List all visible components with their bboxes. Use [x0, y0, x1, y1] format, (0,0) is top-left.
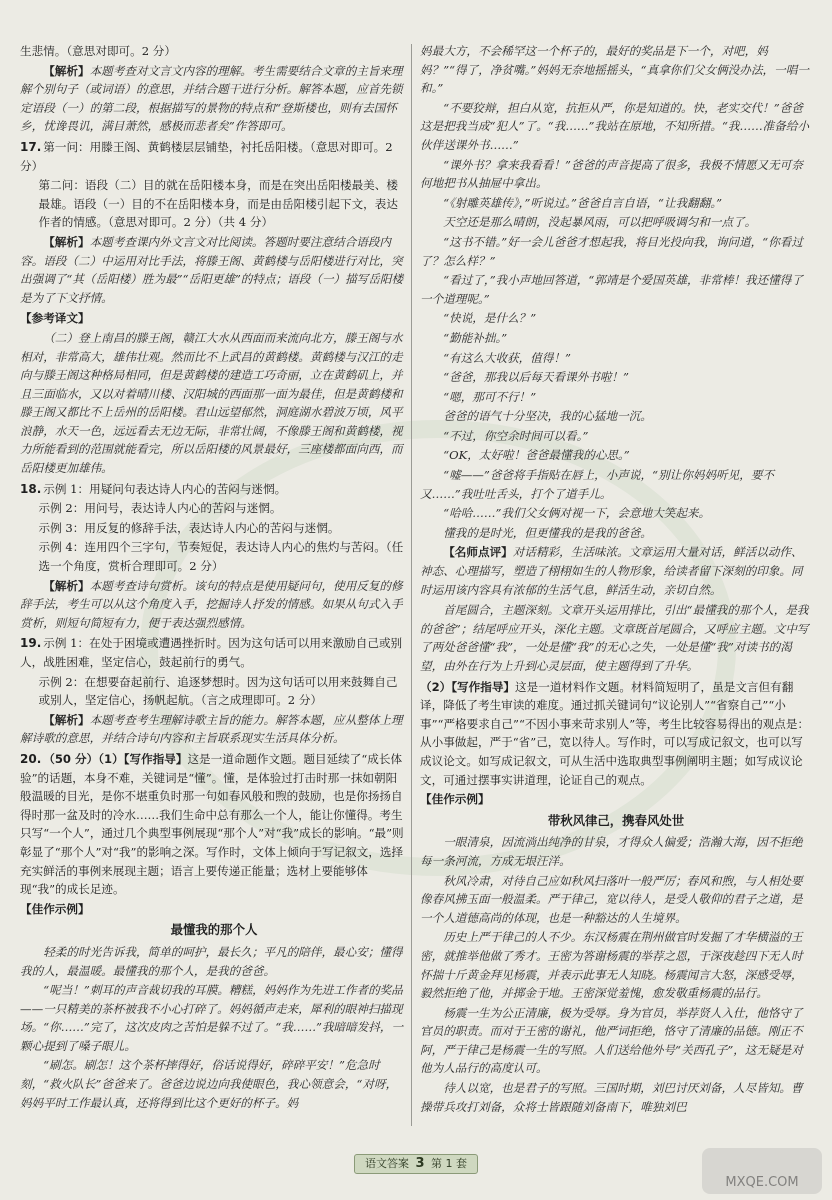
- writing-guide-text: 这是一道材料作文题。材料简短明了，虽是文言但有翻译，降低了考生审读的难度。通过抓关键词句“议论别人”“省察自己”“小事”“严格要求自己”“不因小事来苛求别人”等，考生比较容易得出的观点是：从小事做起，严于“省”己，宽以待人。写作时，可以写成记叙文，也可以写成议论文。如写成记叙文，可从生活中选取典型事例阐明主题；如写成议论文，可通过摆事实讲道理，论证自己的观点。: [420, 679, 810, 787]
- essay-paragraph: “看过了，”我小声地回答道，“郭靖是个爱国英雄，非常棒！我还懂得了一个道理呢。”: [420, 273, 803, 306]
- writing-guide-tag: 【写作指导】: [451, 679, 516, 694]
- analysis-text: 本题考查对文言文内容的理解。考生需要结合文章的主旨来理解个别句子（或词语）的意思，并结合题干进行分析。解答本题，应首先锁定语段（一）的第二段，根据描写的景物的特点和“登斯楼也，则有去国怀乡，忧谗畏讥，满目萧然，感极而悲者矣”作答即可。: [20, 63, 403, 134]
- essay-paragraph: 爸爸的语气十分坚决，我的心猛地一沉。: [443, 409, 652, 424]
- essay-paragraph: “嗯，那可不行！”: [443, 389, 537, 404]
- analysis-17: [20, 233, 408, 307]
- answer-20-guide: [20, 750, 408, 899]
- writing-guide-tag: 【写作指导】: [123, 751, 188, 766]
- essay-paragraph: “《射雕英雄传》，”听说过。”爸爸自言自语，“让我翻翻。”: [443, 195, 723, 210]
- essay-title: 带秋风律己，携春风处世: [547, 812, 685, 828]
- answer-end-16: 生悲情。（意思对即可。2 分）: [20, 44, 176, 58]
- essay-paragraph: 天空还是那么晴朗，没起暴风雨，可以把呼吸调匀和一点了。: [443, 215, 757, 230]
- essay-paragraph: “爸爸，那我以后每天看课外书啦！”: [443, 370, 629, 385]
- answer-18-example3: 示例 3：用反复的修辞手法，表达诗人内心的苦闷与迷惘。: [38, 520, 340, 535]
- example-tag: 【佳作示例】: [420, 792, 490, 807]
- answer-19-example1: [20, 634, 408, 671]
- right-column: [420, 42, 812, 1136]
- essay-paragraph: 秋风冷肃，对待自己应如秋风扫落叶一般严厉；春风和煦，与人相处要像春风拂玉面一般温柔。严于律己，宽以待人，是受人敬仰的君子之道，是一个人道德高尚的体现，也是一种豁达的人生境界。: [420, 873, 803, 925]
- left-column: [20, 42, 408, 1136]
- question-number-20: 20.: [20, 751, 42, 766]
- essay-paragraph: 历史上严于律己的人不少。东汉杨震在荆州做官时发掘了才华横溢的王密，就推举他做了秀才。王密为答谢杨震的举荐之恩，于深夜趁四下无人时怀揣十斤黄金拜见杨震，并表示此事无人知晓。杨震闻言大怒，深感受辱，毅然拒绝了他，并掷金于地。王密深觉羞愧，愈发敬重杨震的品行。: [420, 930, 803, 1001]
- answer-17-part2: 第二问：语段（二）目的就在岳阳楼本身，而是在突出岳阳楼最美、楼最雄。语段（一）目的不在岳阳楼本身，而是由岳阳楼引起下文，表达作者的情感。（意思对即可。2 分）（共 4 分）: [38, 178, 398, 230]
- question-number-18: 18.: [20, 481, 42, 496]
- analysis-tag: 【解析】: [43, 578, 90, 593]
- essay-paragraph: “有这么大收获，值得！”: [443, 350, 571, 365]
- essay-paragraph: 一眼清泉，因流淌出纯净的甘泉，才得众人偏爱；浩瀚大海，因不拒绝每一条河流，方成无垠汪洋。: [420, 835, 803, 868]
- essay-paragraph: “不过，你空余时间可以看。”: [443, 428, 589, 443]
- essay-paragraph: “哈哈……”我们父女俩对视一下，会意地大笑起来。: [443, 506, 711, 521]
- example-essay-heading: [420, 790, 812, 809]
- essay-title: 最懂我的那个人: [170, 922, 258, 938]
- reference-translation-heading: [20, 309, 408, 328]
- corner-watermark-logo: [702, 1148, 822, 1194]
- reference-translation: （二）登上南昌的滕王阁，赣江大水从西面而来流向北方，滕王阁与水相对，非常高大，雄伟壮观。然而比不上武昌的黄鹤楼。黄鹤楼与汉江的走向与滕王阁这种格局相同，但是黄鹤楼的建造工巧奇丽，立在黄鹤矶上，并且三面临水，又以对着晴川楼、汉阳城的西面那一面为最佳，但是黄鹤楼和滕王阁又都比不上岳州的岳阳楼。君山远望郁然，洞庭湖水碧波万顷，风平浪静，水天一色，远远看去无边无际，非常壮阔，不像滕王阁和黄鹤楼，视力所能看到的范围就能看完，所以岳阳楼的风景最好，三座楼都面向西，而岳阳楼更加雄伟。: [20, 330, 403, 476]
- essay-paragraph: “嘘——”爸爸将手指贴在唇上，小声说，“别让你妈妈听见，要不又……”我吐吐舌头，打个了道手儿。: [420, 468, 775, 501]
- example-essay-heading: [20, 900, 408, 919]
- analysis-tag: 【解析】: [43, 712, 90, 727]
- essay-paragraph: 杨震一生为公正清廉，极为受辱。身为官员，举荐贤人入仕，他恪守了官员的职责。而对于王密的谢礼，他严词拒绝，恪守了清廉的品德。刚正不阿，严于律己是杨震一生的写照。人们送给他外号“关西孔子”，这无疑是对他为人品行的高度认可。: [420, 1005, 803, 1076]
- answer-19-example2: 示例 2：在想要奋起前行、追逐梦想时。因为这句话可以用来鼓舞自己或别人，坚定信心，扬帆起航。（言之成理即可。2 分）: [38, 674, 398, 708]
- example-tag: 【佳作示例】: [20, 901, 90, 916]
- analysis-19: [20, 711, 408, 748]
- corner-logo-text: MXQE.COM: [725, 1175, 799, 1190]
- teacher-comment-paragraph: 首尾圆合，主题深刻。文章开头运用排比，引出“最懂我的那个人，是我的爸爸”；结尾呼应开头，深化主题。文章既首尾圆合，又呼应主题。文中写了两处爸爸懂“我”，一处是懂“我”的无心之失，一处是懂“我”对读书的渴望，由外在行为上升到心灵层面，使主题得到了升华。: [420, 603, 809, 673]
- essay-paragraph: “快说，是什么？”: [443, 311, 537, 326]
- essay-paragraph: “课外书？拿来我看看！”爸爸的声音提高了很多，我极不情愿又无可奈何地把书从抽屉中拿出。: [420, 157, 803, 191]
- essay-paragraph: “勤能补拙。”: [443, 330, 508, 345]
- score-label: （2）: [420, 679, 452, 694]
- essay-paragraph: “呢当！”刺耳的声音裁切我的耳膜。糟糕，妈妈作为先进工作者的奖品——一只精美的茶杯被我不小心打碎了。妈妈循声走来，犀利的眼神扫描现场。“你……”完了，这次皮肉之苦怕是躲不过了。“我……”我暗暗发抖，一颗心提到了嗓子眼儿。: [20, 983, 404, 1053]
- teacher-comment-text: 对话精彩，生活味浓。文章运用大量对话，鲜活以动作、神态、心理描写，塑造了栩栩如生的人物形象，给读者留下深刻的印象。同时运用该内容具有浓郁的生活气息，鲜活生动，亲切自然。: [420, 545, 803, 597]
- analysis-tag: 【解析】: [43, 234, 90, 249]
- answer-17-part1: [20, 138, 408, 175]
- essay-paragraph: 轻柔的时光告诉我，简单的呵护，最长久；平凡的陪伴，最心安；懂得我的人，最温暖。最懂我的那个人，是我的爸爸。: [20, 944, 403, 978]
- essay-paragraph: “OK，太好啦！爸爸最懂我的心思。”: [443, 448, 630, 463]
- writing-guide-text: 这是一道命题作文题。题目延续了“成长体验”的话题，本身不难，关键词是“懂”。懂，是体验过打击时那一抹如朝阳般温暖的目光，是你不堪重负时那一句如春风般和煦的鼓励，也是你扬扬自得时那一盆及时的冷水……我们生命中总有那么一个人，能让你懂得。考生只写“一个人”，通过几个典型事例展现“那个人”对“我”成长的影响。“最”则彰显了“那个人”对“我”的影响之深。写作时，文体上倾向于写记叙文，选择充实鲜活的事例来展现主题；语言上要传递正能量；选材上要能够体现“我”的成长足迹。: [20, 751, 404, 897]
- analysis-text: 本题考查课内外文言文对比阅读。答题时要注意结合语段内容。语段（二）中运用对比手法，将滕王阁、黄鹤楼与岳阳楼进行对比，突出强调了“其（岳阳楼）胜为最”“岳阳更雄”的特点；语段（一）描写岳阳楼是为了下文抒情。: [20, 234, 404, 305]
- essay-paragraph: “刷怎。刷怎！这个茶杯摔得好，俗话说得好，碎碎平安！”危急时刻，“救火队长”爸爸来了。爸爸边说边向我使眼色，我心领意会，“对呀，妈妈平时工作最认真，还将得到比这个更好的杯子。妈: [20, 1058, 398, 1110]
- analysis-tag: 【解析】: [43, 63, 90, 78]
- answer-text: 第一问：用滕王阁、黄鹤楼层层铺垫，衬托岳阳楼。（意思对即可。2 分）: [20, 139, 393, 173]
- answer-18-example1: [20, 480, 408, 499]
- footer-subject-label: 语文答案: [364, 1157, 409, 1170]
- question-number-19: 19.: [20, 636, 42, 651]
- answer-text: 示例 1：在处于困境或遭遇挫折时。因为这句话可以用来激励自己或别人，战胜困难，坚定信心，鼓起前行的勇气。: [20, 636, 403, 669]
- page-number: 3: [415, 1156, 425, 1171]
- analysis-16: [20, 62, 408, 136]
- analysis-text: 本题考查考生理解诗歌主旨的能力。解答本题，应从整体上理解诗歌的意思，并结合诗句内容和主旨联系现实生活具体分析。: [20, 712, 403, 746]
- analysis-text: 本题考查诗句赏析。该句的特点是使用疑问句，使用反复的修辞手法，考生可以从这个角度入手，挖掘诗人抒发的情感。如果从句式入手赏析，则短句简短有力，便于表达强烈感情。: [20, 578, 403, 630]
- analysis-18: [20, 577, 408, 633]
- teacher-comment: [420, 543, 812, 599]
- score-label: （50 分）（1）: [43, 751, 124, 766]
- reference-tag: 【参考译文】: [20, 311, 90, 326]
- teacher-comment-tag: 【名师点评】: [443, 545, 513, 560]
- page-number-badge: [354, 1154, 478, 1174]
- essay-paragraph: 待人以宽，也是君子的写照。三国时期，刘巴讨厌刘备，人尽皆知。曹操带兵攻打刘备，众将士皆跟随刘备南下，唯独刘巴: [420, 1081, 803, 1114]
- essay-paragraph: 懂我的是时光，但更懂我的是我的爸爸。: [443, 525, 652, 540]
- essay-paragraph: “这书不错。”好一会儿爸爸才想起我，将目光投向我，询问道，“你看过了？怎么样？”: [420, 234, 803, 268]
- answer-18-example4: 示例 4：连用四个三字句，节奏短促，表达诗人内心的焦灼与苦闷。（任选一个角度，赏析合理即可。2 分）: [38, 540, 404, 574]
- question-number-17: 17.: [20, 139, 42, 154]
- essay-paragraph: 妈最大方，不会稀罕这一个杯子的，最好的奖品是下一个，对吧，妈妈？”“得了，净贫嘴。”妈妈无奈地摇摇头，“真拿你们父女俩没办法，一唱一和。”: [420, 44, 809, 96]
- answer-20-guide-2: [420, 678, 812, 790]
- answer-18-example2: 示例 2：用问号，表达诗人内心的苦闷与迷惘。: [38, 501, 282, 516]
- essay-paragraph: “不要狡辩，担白从宽，抗拒从严，你是知道的。快，老实交代！”爸爸这是把我当成“犯人”了。“我……”我站在原地，不知所措。“我……准备给小伙伴送课外书……”: [420, 100, 810, 152]
- column-divider: [411, 44, 412, 1126]
- footer-set-label: 第 1 套: [431, 1157, 468, 1170]
- answer-text: 示例 1：用疑问句表达诗人内心的苦闷与迷惘。: [43, 481, 287, 496]
